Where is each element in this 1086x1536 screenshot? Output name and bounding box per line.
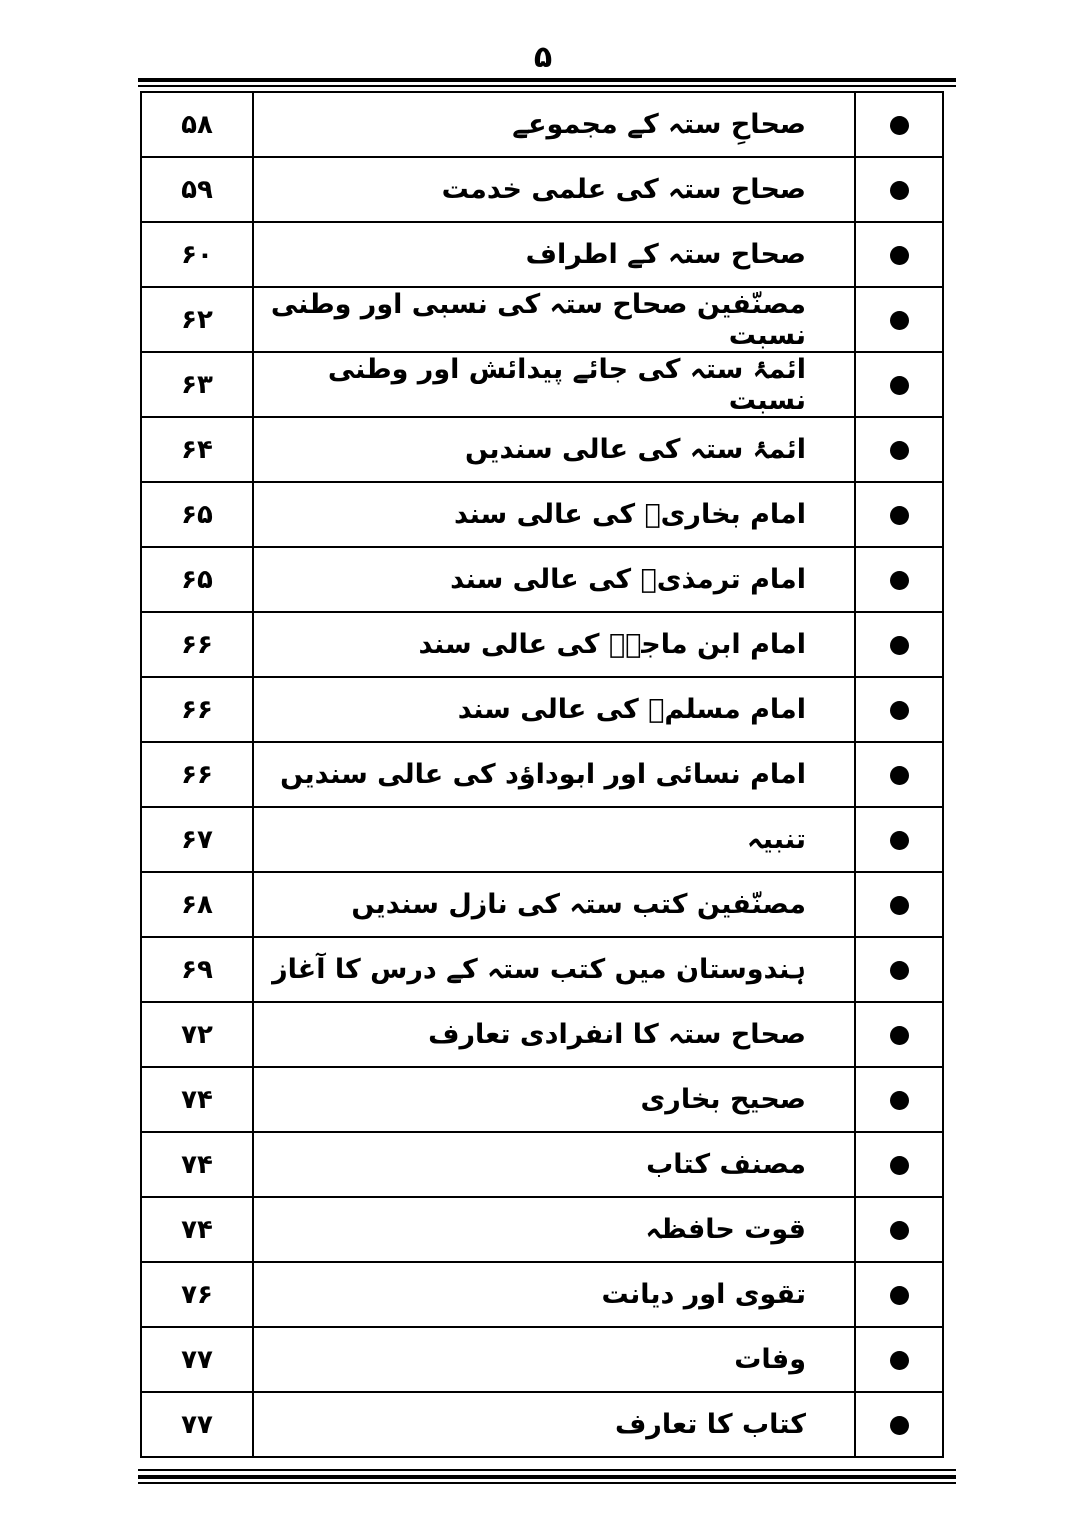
toc-bullet-cell — [855, 482, 943, 547]
toc-page-number: ۶۳ — [141, 352, 253, 417]
toc-entry-title: صحاح ستہ کے اطراف — [253, 222, 855, 287]
page-number: ۵ — [533, 40, 553, 75]
toc-entry-title: امام ترمذیؒ کی عالی سند — [253, 547, 855, 612]
bullet-icon — [890, 1286, 909, 1305]
toc-row — [141, 92, 943, 157]
bullet-icon — [890, 1091, 909, 1110]
toc-bullet-cell — [855, 677, 943, 742]
bullet-icon — [890, 961, 909, 980]
bullet-icon — [890, 441, 909, 460]
bullet-icon — [890, 311, 909, 330]
toc-page-number: ۶۶ — [141, 612, 253, 677]
toc-page-number: ۶۵ — [141, 547, 253, 612]
toc-entry-title: ہندوستان میں کتب ستہ کے درس کا آغاز — [253, 937, 855, 1002]
bullet-icon — [890, 1351, 909, 1370]
toc-bullet-cell — [855, 807, 943, 872]
footer-rule-thin — [138, 1469, 956, 1471]
toc-page-number: ۶۲ — [141, 287, 253, 352]
toc-row — [141, 287, 943, 352]
toc-row — [141, 482, 943, 547]
toc-bullet-cell — [855, 1067, 943, 1132]
bullet-icon — [890, 376, 909, 395]
toc-bullet-cell — [855, 222, 943, 287]
toc-page-number: ۵۸ — [141, 92, 253, 157]
toc-entry-title: صحاح ستہ کی علمی خدمت — [253, 157, 855, 222]
footer-rule-thin-2 — [138, 1482, 956, 1484]
toc-bullet-cell — [855, 417, 943, 482]
bullet-icon — [890, 1221, 909, 1240]
toc-entry-title: وفات — [253, 1327, 855, 1392]
toc-row — [141, 677, 943, 742]
toc-row — [141, 937, 943, 1002]
bullet-icon — [890, 1026, 909, 1045]
toc-bullet-cell — [855, 547, 943, 612]
toc-bullet-cell — [855, 157, 943, 222]
toc-row — [141, 1067, 943, 1132]
toc-bullet-cell — [855, 1132, 943, 1197]
toc-entry-title: امام بخاریؒ کی عالی سند — [253, 482, 855, 547]
toc-entry-title: صحاح ستہ کا انفرادی تعارف — [253, 1002, 855, 1067]
toc-entry-title: صحیح بخاری — [253, 1067, 855, 1132]
bullet-icon — [890, 1156, 909, 1175]
toc-row — [141, 222, 943, 287]
toc-entry-title: امام نسائی اور ابوداؤد کی عالی سندیں — [253, 742, 855, 807]
toc-entry-title: صحاحِ ستہ کے مجموعے — [253, 92, 855, 157]
toc-bullet-cell — [855, 287, 943, 352]
toc-page-number: ۷۷ — [141, 1327, 253, 1392]
bullet-icon — [890, 831, 909, 850]
toc-bullet-cell — [855, 1327, 943, 1392]
toc-bullet-cell — [855, 1197, 943, 1262]
bullet-icon — [890, 636, 909, 655]
toc-row — [141, 872, 943, 937]
toc-entry-title: ائمۂ ستہ کی عالی سندیں — [253, 417, 855, 482]
toc-page-number: ۶۸ — [141, 872, 253, 937]
toc-row — [141, 1197, 943, 1262]
header-rule-thick — [138, 78, 956, 82]
toc-row — [141, 742, 943, 807]
toc-bullet-cell — [855, 872, 943, 937]
toc-page-number: ۷۴ — [141, 1197, 253, 1262]
toc-row — [141, 1132, 943, 1197]
toc-row — [141, 1327, 943, 1392]
toc-bullet-cell — [855, 612, 943, 677]
bullet-icon — [890, 701, 909, 720]
toc-page-number: ۷۷ — [141, 1392, 253, 1457]
toc-entry-title: امام ابن ماجہؒ کی عالی سند — [253, 612, 855, 677]
toc-page-number: ۶۶ — [141, 677, 253, 742]
toc-entry-title: امام مسلمؒ کی عالی سند — [253, 677, 855, 742]
toc-page-number: ۷۴ — [141, 1067, 253, 1132]
bullet-icon — [890, 116, 909, 135]
toc-entry-title: تقوی اور دیانت — [253, 1262, 855, 1327]
toc-row — [141, 1262, 943, 1327]
toc-bullet-cell — [855, 92, 943, 157]
bullet-icon — [890, 571, 909, 590]
toc-bullet-cell — [855, 1262, 943, 1327]
toc-bullet-cell — [855, 937, 943, 1002]
toc-bullet-cell — [855, 1392, 943, 1457]
toc-row — [141, 612, 943, 677]
toc-page-number: ۶۵ — [141, 482, 253, 547]
toc-page-number: ۶۷ — [141, 807, 253, 872]
bullet-icon — [890, 246, 909, 265]
toc-entry-title: مصنّفین صحاح ستہ کی نسبی اور وطنی نسبت — [253, 287, 855, 352]
toc-row — [141, 807, 943, 872]
toc-entry-title: مصنف کتاب — [253, 1132, 855, 1197]
toc-page-number: ۶۹ — [141, 937, 253, 1002]
toc-entry-title: ائمۂ ستہ کی جائے پیدائش اور وطنی نسبت — [253, 352, 855, 417]
footer-rule-thick — [138, 1475, 956, 1479]
toc-table — [140, 91, 944, 1458]
header-rule-thin — [138, 85, 956, 87]
toc-page-number: ۶۶ — [141, 742, 253, 807]
toc-row — [141, 1392, 943, 1457]
toc-entry-title: تنبیہ — [253, 807, 855, 872]
toc-page-number: ۵۹ — [141, 157, 253, 222]
bullet-icon — [890, 1416, 909, 1435]
toc-page-number: ۷۴ — [141, 1132, 253, 1197]
toc-page-number: ۷۶ — [141, 1262, 253, 1327]
toc-bullet-cell — [855, 742, 943, 807]
bullet-icon — [890, 506, 909, 525]
toc-bullet-cell — [855, 352, 943, 417]
bullet-icon — [890, 896, 909, 915]
toc-row — [141, 157, 943, 222]
bullet-icon — [890, 766, 909, 785]
toc-row — [141, 352, 943, 417]
toc-page-number: ۶۰ — [141, 222, 253, 287]
toc-page-number: ۷۲ — [141, 1002, 253, 1067]
toc-entry-title: کتاب کا تعارف — [253, 1392, 855, 1457]
toc-page-number: ۶۴ — [141, 417, 253, 482]
toc-row — [141, 547, 943, 612]
toc-entry-title: مصنّفین کتب ستہ کی نازل سندیں — [253, 872, 855, 937]
toc-row — [141, 1002, 943, 1067]
toc-entry-title: قوت حافظہ — [253, 1197, 855, 1262]
bullet-icon — [890, 181, 909, 200]
toc-row — [141, 417, 943, 482]
toc-bullet-cell — [855, 1002, 943, 1067]
